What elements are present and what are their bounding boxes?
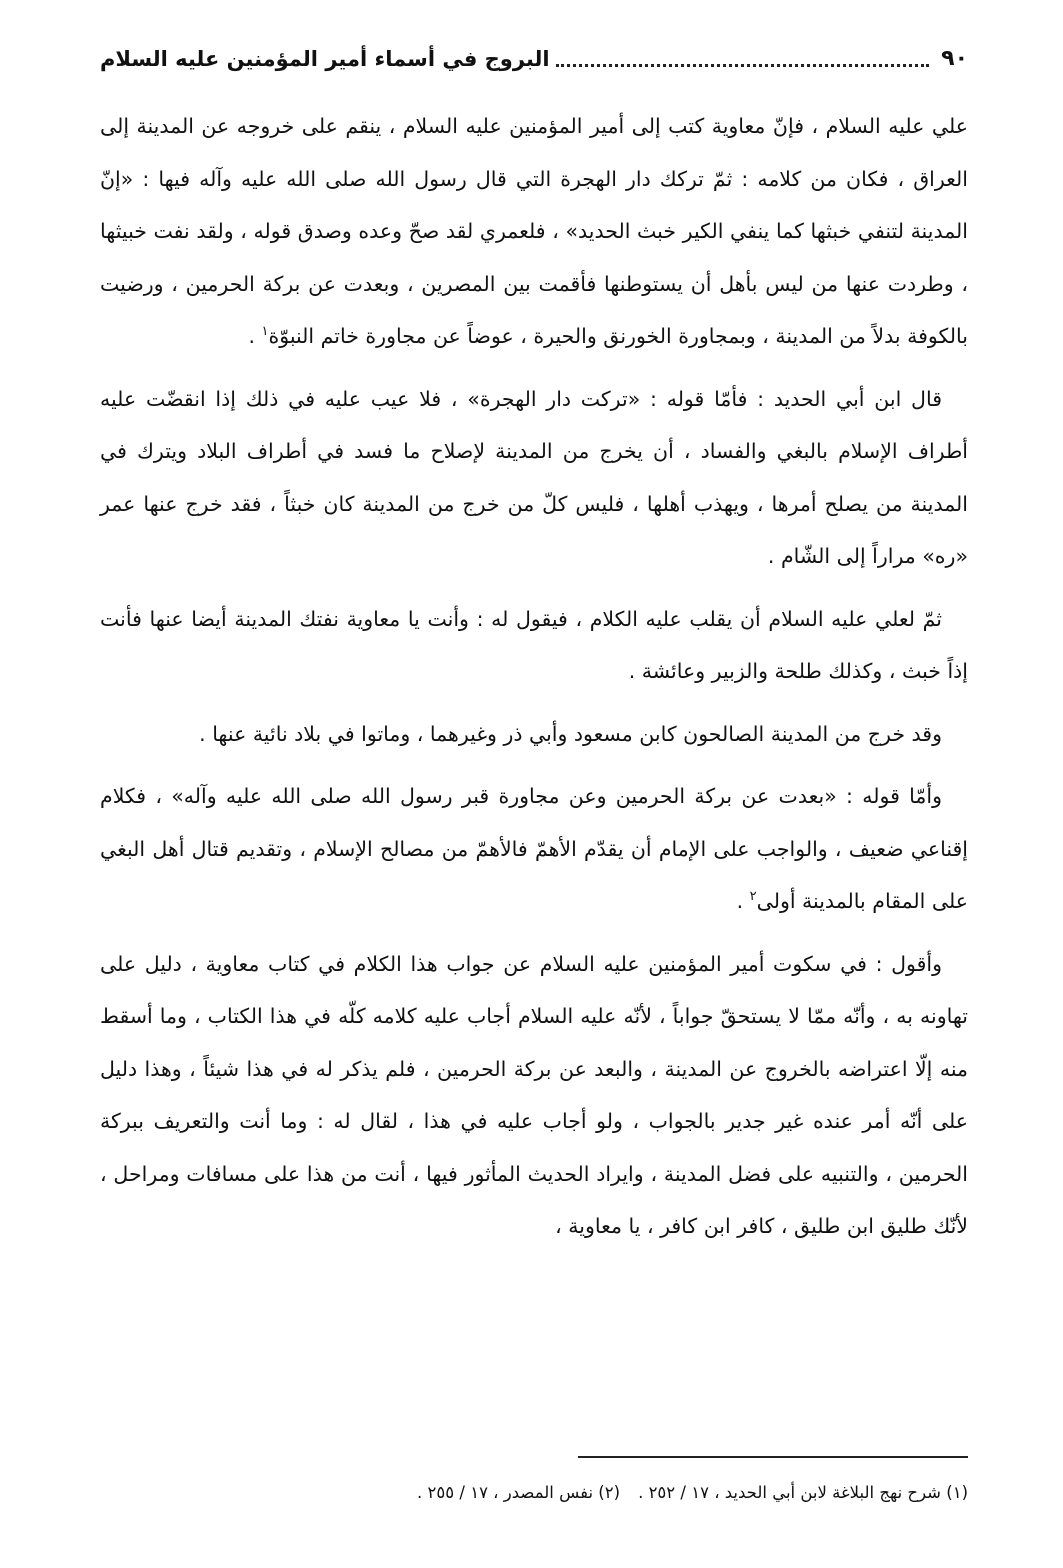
paragraph-4: وقد خرج من المدينة الصالحون كابن مسعود وأبي ذر وغيرهما ، وماتوا في بلاد نائية عنها . (199, 721, 942, 746)
paragraph-3: ثمّ لعلي عليه السلام أن يقلب عليه الكلام ، فيقول له : وأنت يا معاوية نفتك المدينة أيضا عنها فأنت إذاً خبث ، وكذلك طلحة والزبير وعائشة . (100, 606, 968, 683)
paragraph-5: وأمّا قوله : «بعدت عن بركة الحرمين وعن مجاورة قبر رسول الله صلى الله عليه وآله» ، فكلام إقناعي ضعيف ، والواجب على الإمام أن يقدّم الأهمّ فالأهمّ من مصالح الإسلام ، وتقديم قتال أهل البغي على المقام بالمدينة أولى$^٢$ . (100, 784, 968, 913)
page-number: ٩٠ (941, 46, 968, 71)
book-title: البروج في أسماء أمير المؤمنين عليه السلام (100, 47, 550, 71)
footnote-divider (578, 1456, 968, 1458)
footnote-ref-1: ١ (261, 324, 269, 340)
footnotes (100, 1478, 968, 1508)
paragraph-6: وأقول : في سكوت أمير المؤمنين عليه السلام عن جواب هذا الكلام في كتاب معاوية ، دليل على تهاونه به ، وأنّه ممّا لا يستحقّ جواباً ، لأنّه عليه السلام أجاب عليه كلامه كلّه في هذا الكتاب ، وما أسقط منه إلّا اعتراضه بالخروج عن المدينة ، والبعد عن بركة الحرمين ، فلم يذكر له في هذا شيئاً ، وهذا دليل على أنّه أمر عنده غير جدير بالجواب ، ولو أجاب عليه في هذا ، لقال له : وما أنت والتعريف ببركة الحرمين ، والتنبيه على فضل المدينة ، وايراد الحديث المأثور فيها ، أنت من هذا على مسافات ومراحل ، لأنّك طليق ابن طليق ، كافر ابن كافر ، يا معاوية ، (100, 951, 968, 1238)
footnote-ref-2: ٢ (749, 889, 757, 905)
leader-dots (556, 64, 930, 67)
paragraph-2: قال ابن أبي الحديد : فأمّا قوله : «تركت دار الهجرة» ، فلا عيب عليه في ذلك إذا انقضّت عليه أطراف الإسلام بالبغي والفساد ، أن يخرج من المدينة لإصلاح ما فسد في أطراف البلاد ويترك في المدينة من يصلح أمرها ، ويهذب أهلها ، فليس كلّ من خرج من المدينة كان خبثاً ، فقد خرج عنها عمر «ره» مراراً إلى الشّام . (100, 386, 968, 568)
footnote-2: (٢) نفس المصدر ، ١٧ / ٢٥٥ . (417, 1483, 621, 1502)
body-text (100, 100, 968, 1253)
footnote-1: (١) شرح نهج البلاغة لابن أبي الحديد ، ١٧ / ٢٥٢ . (638, 1483, 968, 1502)
paragraph-5-text: وأمّا قوله : «بعدت عن بركة الحرمين وعن مجاورة قبر رسول الله صلى الله عليه وآله» ، فكلام إقناعي ضعيف ، والواجب على الإمام أن يقدّم الأهمّ فالأهمّ من مصالح الإسلام ، وتقديم قتال أهل البغي على المقام بالمدينة أولى (100, 784, 968, 913)
running-head (100, 34, 968, 74)
paragraph-1-text: علي عليه السلام ، فإنّ معاوية كتب إلى أمير المؤمنين عليه السلام ، ينقم على خروجه عن المدينة إلى العراق ، فكان من كلامه : ثمّ تركك دار الهجرة التي قال رسول الله صلى الله عليه وآله فيها : «إنّ المدينة لتنفي خبثها كما ينفي الكير خبث الحديد» ، فلعمري لقد صحّ وعده وصدق قوله ، ولقد نفت خبيثها ، وطردت عنها من ليس بأهل أن يستوطنها فأقمت بين المصرين ، وبعدت عن بركة الحرمين ، ورضيت بالكوفة بدلاً من المدينة ، وبمجاورة الخورنق والحيرة ، عوضاً عن مجاورة خاتم النبوّة (100, 114, 968, 348)
paragraph-1: علي عليه السلام ، فإنّ معاوية كتب إلى أمير المؤمنين عليه السلام ، ينقم على خروجه عن المدينة إلى العراق ، فكان من كلامه : ثمّ تركك دار الهجرة التي قال رسول الله صلى الله عليه وآله فيها : «إنّ المدينة لتنفي خبثها كما ينفي الكير خبث الحديد» ، فلعمري لقد صحّ وعده وصدق قوله ، ولقد نفت خبيثها ، وطردت عنها من ليس بأهل أن يستوطنها فأقمت بين المصرين ، وبعدت عن بركة الحرمين ، ورضيت بالكوفة بدلاً من المدينة ، وبمجاورة الخورنق والحيرة ، عوضاً عن مجاورة خاتم النبوّة$^١$ . (100, 114, 968, 348)
